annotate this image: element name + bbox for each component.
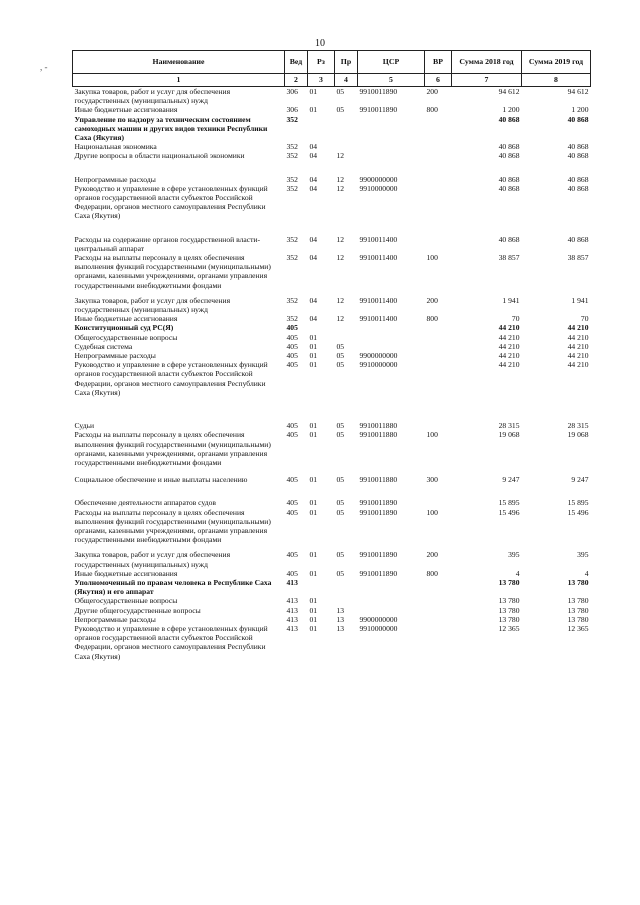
- budget-table: [72, 50, 591, 661]
- table-row: [73, 421, 591, 430]
- cell-ved: 413: [286, 596, 298, 606]
- cell-rz: [308, 323, 335, 332]
- cell-pr: 05: [336, 351, 345, 361]
- header-number: 3: [308, 74, 335, 87]
- cell-rz: 01: [309, 596, 318, 606]
- cell-name: Закупка товаров, работ и услуг для обеспечения государственных (муниципальных) нужд: [74, 295, 231, 315]
- cell-sum-2018: 13 780: [498, 605, 520, 615]
- cell-vr: 800: [426, 105, 438, 115]
- table-row: [73, 360, 591, 397]
- cell-pr: 12: [336, 183, 345, 193]
- cell-sum-2018: 94 612: [498, 87, 520, 96]
- cell-vr: [425, 175, 452, 184]
- cell-sum-2018: 38 857: [498, 253, 520, 263]
- table-row: [73, 296, 591, 314]
- cell-name: Социальное обеспечение и иные выплаты населению: [74, 475, 248, 485]
- cell-rz: 04: [309, 142, 318, 152]
- header-number: 4: [335, 74, 358, 87]
- cell-rz: 04: [309, 234, 318, 244]
- cell-vr: 200: [426, 87, 438, 96]
- cell-sum-2019: 15 895: [567, 498, 589, 508]
- table-row: [73, 430, 591, 467]
- cell-name: Судьи: [74, 421, 95, 431]
- cell-vr: 800: [426, 568, 438, 578]
- table-row: [73, 596, 591, 605]
- cell-csr: 9910011890: [359, 87, 398, 96]
- cell-sum-2019: 12 365: [567, 623, 589, 633]
- cell-vr: [425, 578, 452, 596]
- header-name: Наименование: [73, 51, 285, 74]
- table-row: [73, 235, 591, 253]
- cell-rz: 01: [309, 87, 318, 96]
- cell-vr: [425, 498, 452, 507]
- cell-sum-2019: 13 780: [567, 605, 589, 615]
- cell-name: Конституционный суд РС(Я): [74, 323, 174, 333]
- cell-vr: 100: [426, 430, 438, 440]
- cell-sum-2019: 40 868: [567, 114, 589, 124]
- cell-vr: 300: [426, 475, 438, 485]
- cell-pr: 05: [336, 105, 345, 115]
- cell-vr: [425, 333, 452, 342]
- cell-rz: 01: [309, 430, 318, 440]
- cell-vr: [425, 360, 452, 397]
- cell-pr: 13: [336, 623, 345, 633]
- cell-sum-2019: 15 496: [567, 507, 589, 517]
- header-ved: Вед: [285, 51, 308, 74]
- cell-ved: 405: [286, 498, 298, 508]
- cell-ved: 405: [286, 550, 298, 560]
- cell-csr: 9900000000: [359, 351, 398, 361]
- table-row: [73, 253, 591, 290]
- cell-name: Расходы на выплаты персоналу в целях обеспечения выполнения функций государственными (муниципальными) органами, казенными учреждениями, органами управления государственными внебюджетными фондами: [74, 507, 271, 545]
- cell-sum-2019: 9 247: [571, 475, 589, 485]
- cell-vr: [425, 235, 452, 253]
- cell-pr: [335, 578, 358, 596]
- cell-sum-2018: 28 315: [498, 421, 520, 431]
- cell-sum-2018: 15 895: [498, 498, 520, 508]
- cell-pr: 05: [336, 341, 345, 351]
- cell-sum-2019: 44 210: [567, 323, 589, 333]
- cell-name: Непрограммные расходы: [74, 351, 156, 361]
- cell-name: Уполномоченный по правам человека в Республике Саха (Якутия) и его аппарат: [74, 577, 272, 597]
- header-sum-2018: Сумма 2018 год: [452, 51, 522, 74]
- cell-ved: 413: [286, 623, 298, 633]
- cell-rz: 04: [309, 151, 318, 161]
- header-vr: ВР: [425, 51, 452, 74]
- cell-csr: [358, 151, 425, 160]
- table-row: [73, 615, 591, 624]
- cell-sum-2018: 44 210: [498, 323, 520, 333]
- cell-sum-2019: 94 612: [567, 87, 589, 96]
- cell-vr: [425, 606, 452, 615]
- cell-csr: 9910011880: [359, 421, 398, 431]
- cell-csr: 9910011880: [359, 475, 398, 485]
- cell-pr: 05: [336, 421, 345, 431]
- cell-rz: 04: [309, 183, 318, 193]
- cell-csr: [358, 333, 425, 342]
- cell-csr: 9910000000: [359, 360, 398, 370]
- cell-vr: 100: [426, 253, 438, 263]
- cell-pr: 12: [336, 314, 345, 324]
- cell-ved: 352: [286, 253, 298, 263]
- cell-csr: 9910011890: [359, 550, 398, 560]
- cell-sum-2018: 44 210: [498, 360, 520, 370]
- cell-csr: [358, 606, 425, 615]
- cell-vr: [425, 115, 452, 143]
- cell-sum-2019: 70: [580, 314, 589, 324]
- row-spacer: [73, 161, 591, 175]
- cell-rz: 01: [309, 498, 318, 508]
- cell-sum-2019: 13 780: [567, 577, 589, 587]
- cell-pr: 05: [336, 87, 345, 96]
- cell-sum-2019: 13 780: [567, 596, 589, 606]
- cell-ved: 352: [286, 234, 298, 244]
- table-body: [73, 87, 591, 661]
- cell-sum-2018: 4: [515, 568, 520, 578]
- cell-pr: [335, 596, 358, 605]
- cell-ved: 405: [286, 351, 298, 361]
- cell-sum-2018: 40 868: [498, 183, 520, 193]
- cell-csr: 9910011400: [359, 295, 398, 305]
- cell-sum-2018: 40 868: [498, 151, 520, 161]
- cell-sum-2018: 19 068: [498, 430, 520, 440]
- cell-ved: 405: [286, 360, 298, 370]
- cell-ved: 405: [286, 332, 298, 342]
- cell-sum-2019: 1 200: [571, 105, 589, 115]
- cell-sum-2018: 9 247: [502, 475, 520, 485]
- cell-csr: 9910011880: [359, 430, 398, 440]
- cell-pr: 12: [336, 234, 345, 244]
- table-row: [73, 624, 591, 661]
- header-sum-2019: Сумма 2019 год: [522, 51, 591, 74]
- cell-vr: [425, 615, 452, 624]
- cell-sum-2019: 4: [584, 568, 589, 578]
- cell-vr: [425, 596, 452, 605]
- cell-csr: 9910011400: [359, 314, 398, 324]
- cell-name: Общегосударственные вопросы: [74, 596, 178, 606]
- cell-sum-2019: 40 868: [567, 142, 589, 152]
- cell-pr: 05: [336, 475, 345, 485]
- cell-ved: 352: [286, 174, 298, 184]
- cell-sum-2018: 40 868: [498, 234, 520, 244]
- table-row: [73, 475, 591, 484]
- header-number: 7: [452, 74, 522, 87]
- table-row: [73, 550, 591, 568]
- cell-csr: 9900000000: [359, 614, 398, 624]
- cell-vr: [425, 142, 452, 151]
- cell-pr: 12: [336, 151, 345, 161]
- cell-name: Расходы на содержание органов государственной власти- центральный аппарат: [74, 234, 261, 253]
- cell-ved: 405: [286, 341, 298, 351]
- cell-ved: 306: [286, 105, 298, 115]
- cell-pr: 05: [336, 360, 345, 370]
- cell-pr: 12: [336, 295, 345, 305]
- table-row: [73, 314, 591, 323]
- cell-rz: 04: [309, 314, 318, 324]
- cell-vr: 100: [426, 507, 438, 517]
- cell-sum-2019: 44 210: [567, 341, 589, 351]
- cell-pr: [335, 333, 358, 342]
- cell-csr: [358, 342, 425, 351]
- cell-ved: 405: [286, 475, 298, 485]
- cell-rz: 01: [309, 605, 318, 615]
- cell-sum-2018: 1 941: [502, 295, 520, 305]
- table-row: [73, 105, 591, 114]
- cell-sum-2018: 40 868: [498, 114, 520, 124]
- cell-name: Национальная экономика: [74, 142, 157, 152]
- table-row: [73, 87, 591, 106]
- header-pr: Пр: [335, 51, 358, 74]
- cell-vr: [425, 351, 452, 360]
- cell-rz: 01: [309, 341, 318, 351]
- cell-pr: 05: [336, 568, 345, 578]
- cell-csr: 9910011890: [359, 498, 398, 508]
- cell-sum-2019: 40 868: [567, 183, 589, 193]
- cell-vr: [425, 323, 452, 332]
- cell-name: Непрограммные расходы: [74, 174, 156, 184]
- cell-name: Иные бюджетные ассигнования: [74, 568, 178, 578]
- cell-rz: 01: [309, 421, 318, 431]
- cell-rz: 04: [309, 295, 318, 305]
- cell-pr: 12: [336, 253, 345, 263]
- cell-ved: 405: [286, 323, 298, 333]
- cell-name: Общегосударственные вопросы: [74, 332, 178, 342]
- cell-sum-2018: 15 496: [498, 507, 520, 517]
- cell-ved: 352: [286, 295, 298, 305]
- cell-csr: [358, 323, 425, 332]
- header-number: 1: [73, 74, 285, 87]
- cell-pr: 13: [336, 614, 345, 624]
- cell-ved: 306: [286, 87, 298, 96]
- cell-rz: 01: [309, 332, 318, 342]
- header-number: 6: [425, 74, 452, 87]
- cell-sum-2019: 44 210: [567, 360, 589, 370]
- table-row: [73, 115, 591, 143]
- cell-pr: 05: [336, 498, 345, 508]
- cell-vr: [425, 184, 452, 221]
- cell-pr: 12: [336, 174, 345, 184]
- cell-pr: [335, 323, 358, 332]
- header-number-row: [73, 74, 591, 87]
- row-spacer: [73, 467, 591, 475]
- spacer-cell: [73, 221, 591, 235]
- table-row: [73, 578, 591, 596]
- cell-ved: 352: [286, 142, 298, 152]
- cell-sum-2019: 395: [577, 550, 589, 560]
- cell-sum-2018: 40 868: [498, 142, 520, 152]
- margin-mark: , -: [40, 62, 48, 72]
- cell-vr: 800: [426, 314, 438, 324]
- cell-name: Непрограммные расходы: [74, 614, 156, 624]
- cell-sum-2018: 395: [508, 550, 520, 560]
- cell-sum-2018: 44 210: [498, 341, 520, 351]
- cell-sum-2019: 44 210: [567, 332, 589, 342]
- cell-name: Расходы на выплаты персоналу в целях обеспечения выполнения функций государственными (муниципальными) органами, казенными учреждениями, органами управления государственными внебюджетными фондами: [74, 430, 271, 467]
- cell-csr: 9910011890: [359, 507, 398, 517]
- spacer-cell: [73, 467, 591, 475]
- cell-sum-2018: 1 200: [502, 105, 520, 115]
- header-rz: Рз: [308, 51, 335, 74]
- header-number: 2: [285, 74, 308, 87]
- table-row: [73, 323, 591, 332]
- cell-sum-2018: 44 210: [498, 332, 520, 342]
- header-number: 5: [358, 74, 425, 87]
- cell-vr: 200: [426, 295, 438, 305]
- cell-csr: 9910011890: [359, 568, 398, 578]
- cell-csr: [358, 115, 425, 143]
- cell-name: Иные бюджетные ассигнования: [74, 105, 178, 115]
- cell-ved: 352: [286, 183, 298, 193]
- table-row: [73, 351, 591, 360]
- cell-sum-2018: 12 365: [498, 623, 520, 633]
- table-row: [73, 606, 591, 615]
- cell-name: Другие общегосударственные вопросы: [74, 605, 201, 615]
- cell-name: Руководство и управление в сфере установленных функций органов государственной власти субъектов Российской Федерации, органов местного самоуправления Республики Саха (Якутия): [74, 623, 268, 661]
- cell-rz: 01: [309, 360, 318, 370]
- cell-name: Расходы на выплаты персоналу в целях обеспечения выполнения функций государственными (муниципальными) органами, казенными учреждениями, органами управления государственными внебюджетными фондами: [74, 253, 271, 290]
- cell-sum-2019: 28 315: [567, 421, 589, 431]
- cell-vr: [425, 151, 452, 160]
- cell-sum-2019: 44 210: [567, 351, 589, 361]
- cell-rz: 04: [309, 174, 318, 184]
- cell-pr: 05: [336, 550, 345, 560]
- cell-ved: 405: [286, 430, 298, 440]
- cell-ved: 352: [286, 114, 298, 124]
- table-row: [73, 175, 591, 184]
- table-row: [73, 142, 591, 151]
- cell-rz: 01: [309, 105, 318, 115]
- cell-rz: 04: [309, 253, 318, 263]
- budget-table-container: [72, 50, 590, 661]
- cell-vr: [425, 624, 452, 661]
- cell-pr: [335, 115, 358, 143]
- cell-sum-2018: 13 780: [498, 577, 520, 587]
- cell-rz: 01: [309, 550, 318, 560]
- cell-name: Руководство и управление в сфере установленных функций органов государственной власти субъектов Российской Федерации, органов местного самоуправления Республики Саха (Якутия): [74, 183, 268, 221]
- row-spacer: [73, 221, 591, 235]
- cell-vr: 200: [426, 550, 438, 560]
- cell-name: Закупка товаров, работ и услуг для обеспечения государственных (муниципальных) нужд: [74, 550, 231, 569]
- cell-sum-2019: 40 868: [567, 234, 589, 244]
- row-spacer: [73, 484, 591, 498]
- cell-rz: [308, 578, 335, 596]
- cell-csr: 9910011400: [359, 234, 398, 244]
- spacer-cell: [73, 484, 591, 498]
- cell-name: Руководство и управление в сфере установленных функций органов государственной власти субъектов Российской Федерации, органов местного самоуправления Республики Саха (Якутия): [74, 360, 268, 397]
- cell-sum-2018: 40 868: [498, 174, 520, 184]
- cell-name: Иные бюджетные ассигнования: [74, 314, 178, 324]
- cell-sum-2019: 13 780: [567, 614, 589, 624]
- cell-name: Обеспечение деятельности аппаратов судов: [74, 498, 216, 508]
- cell-rz: 01: [309, 351, 318, 361]
- cell-sum-2019: 38 857: [567, 253, 589, 263]
- cell-csr: [358, 142, 425, 151]
- table-row: [73, 508, 591, 545]
- cell-rz: 01: [309, 614, 318, 624]
- cell-rz: 01: [309, 475, 318, 485]
- table-row: [73, 333, 591, 342]
- cell-sum-2018: 44 210: [498, 351, 520, 361]
- cell-sum-2019: 40 868: [567, 174, 589, 184]
- table-row: [73, 569, 591, 578]
- spacer-cell: [73, 397, 591, 421]
- cell-sum-2019: 40 868: [567, 151, 589, 161]
- table-row: [73, 498, 591, 507]
- cell-csr: [358, 578, 425, 596]
- cell-rz: 01: [309, 507, 318, 517]
- page-number: 10: [315, 38, 325, 49]
- cell-sum-2018: 70: [511, 314, 520, 324]
- cell-rz: 01: [309, 623, 318, 633]
- row-spacer: [73, 397, 591, 421]
- cell-vr: [425, 421, 452, 430]
- cell-ved: 413: [286, 605, 298, 615]
- cell-ved: 405: [286, 568, 298, 578]
- cell-pr: 13: [336, 605, 345, 615]
- header-csr: ЦСР: [358, 51, 425, 74]
- cell-rz: [308, 115, 335, 143]
- header-number: 8: [522, 74, 591, 87]
- header-row: [73, 51, 591, 74]
- cell-pr: 05: [336, 430, 345, 440]
- cell-ved: 405: [286, 507, 298, 517]
- table-row: [73, 184, 591, 221]
- cell-sum-2018: 13 780: [498, 596, 520, 606]
- cell-csr: 9900000000: [359, 174, 398, 184]
- cell-csr: 9910000000: [359, 623, 398, 633]
- cell-ved: 413: [286, 577, 298, 587]
- cell-vr: [425, 342, 452, 351]
- cell-name: Закупка товаров, работ и услуг для обеспечения государственных (муниципальных) нужд: [74, 87, 231, 106]
- cell-csr: [358, 596, 425, 605]
- cell-csr: 9910000000: [359, 183, 398, 193]
- cell-sum-2019: 1 941: [571, 295, 589, 305]
- cell-name: Другие вопросы в области национальной экономики: [74, 151, 245, 161]
- table-row: [73, 342, 591, 351]
- cell-name: Судебная система: [74, 341, 133, 351]
- spacer-cell: [73, 161, 591, 175]
- cell-ved: 405: [286, 421, 298, 431]
- cell-csr: 9910011890: [359, 105, 398, 115]
- cell-csr: 9910011400: [359, 253, 398, 263]
- cell-ved: 413: [286, 614, 298, 624]
- cell-name: Управление по надзору за техническим состоянием самоходных машин и других видов техники Республики Саха (Якутия): [74, 114, 268, 143]
- cell-pr: 05: [336, 507, 345, 517]
- cell-sum-2019: 19 068: [567, 430, 589, 440]
- cell-rz: 01: [309, 568, 318, 578]
- cell-ved: 352: [286, 314, 298, 324]
- table-row: [73, 151, 591, 160]
- cell-sum-2018: 13 780: [498, 614, 520, 624]
- cell-pr: [335, 142, 358, 151]
- cell-ved: 352: [286, 151, 298, 161]
